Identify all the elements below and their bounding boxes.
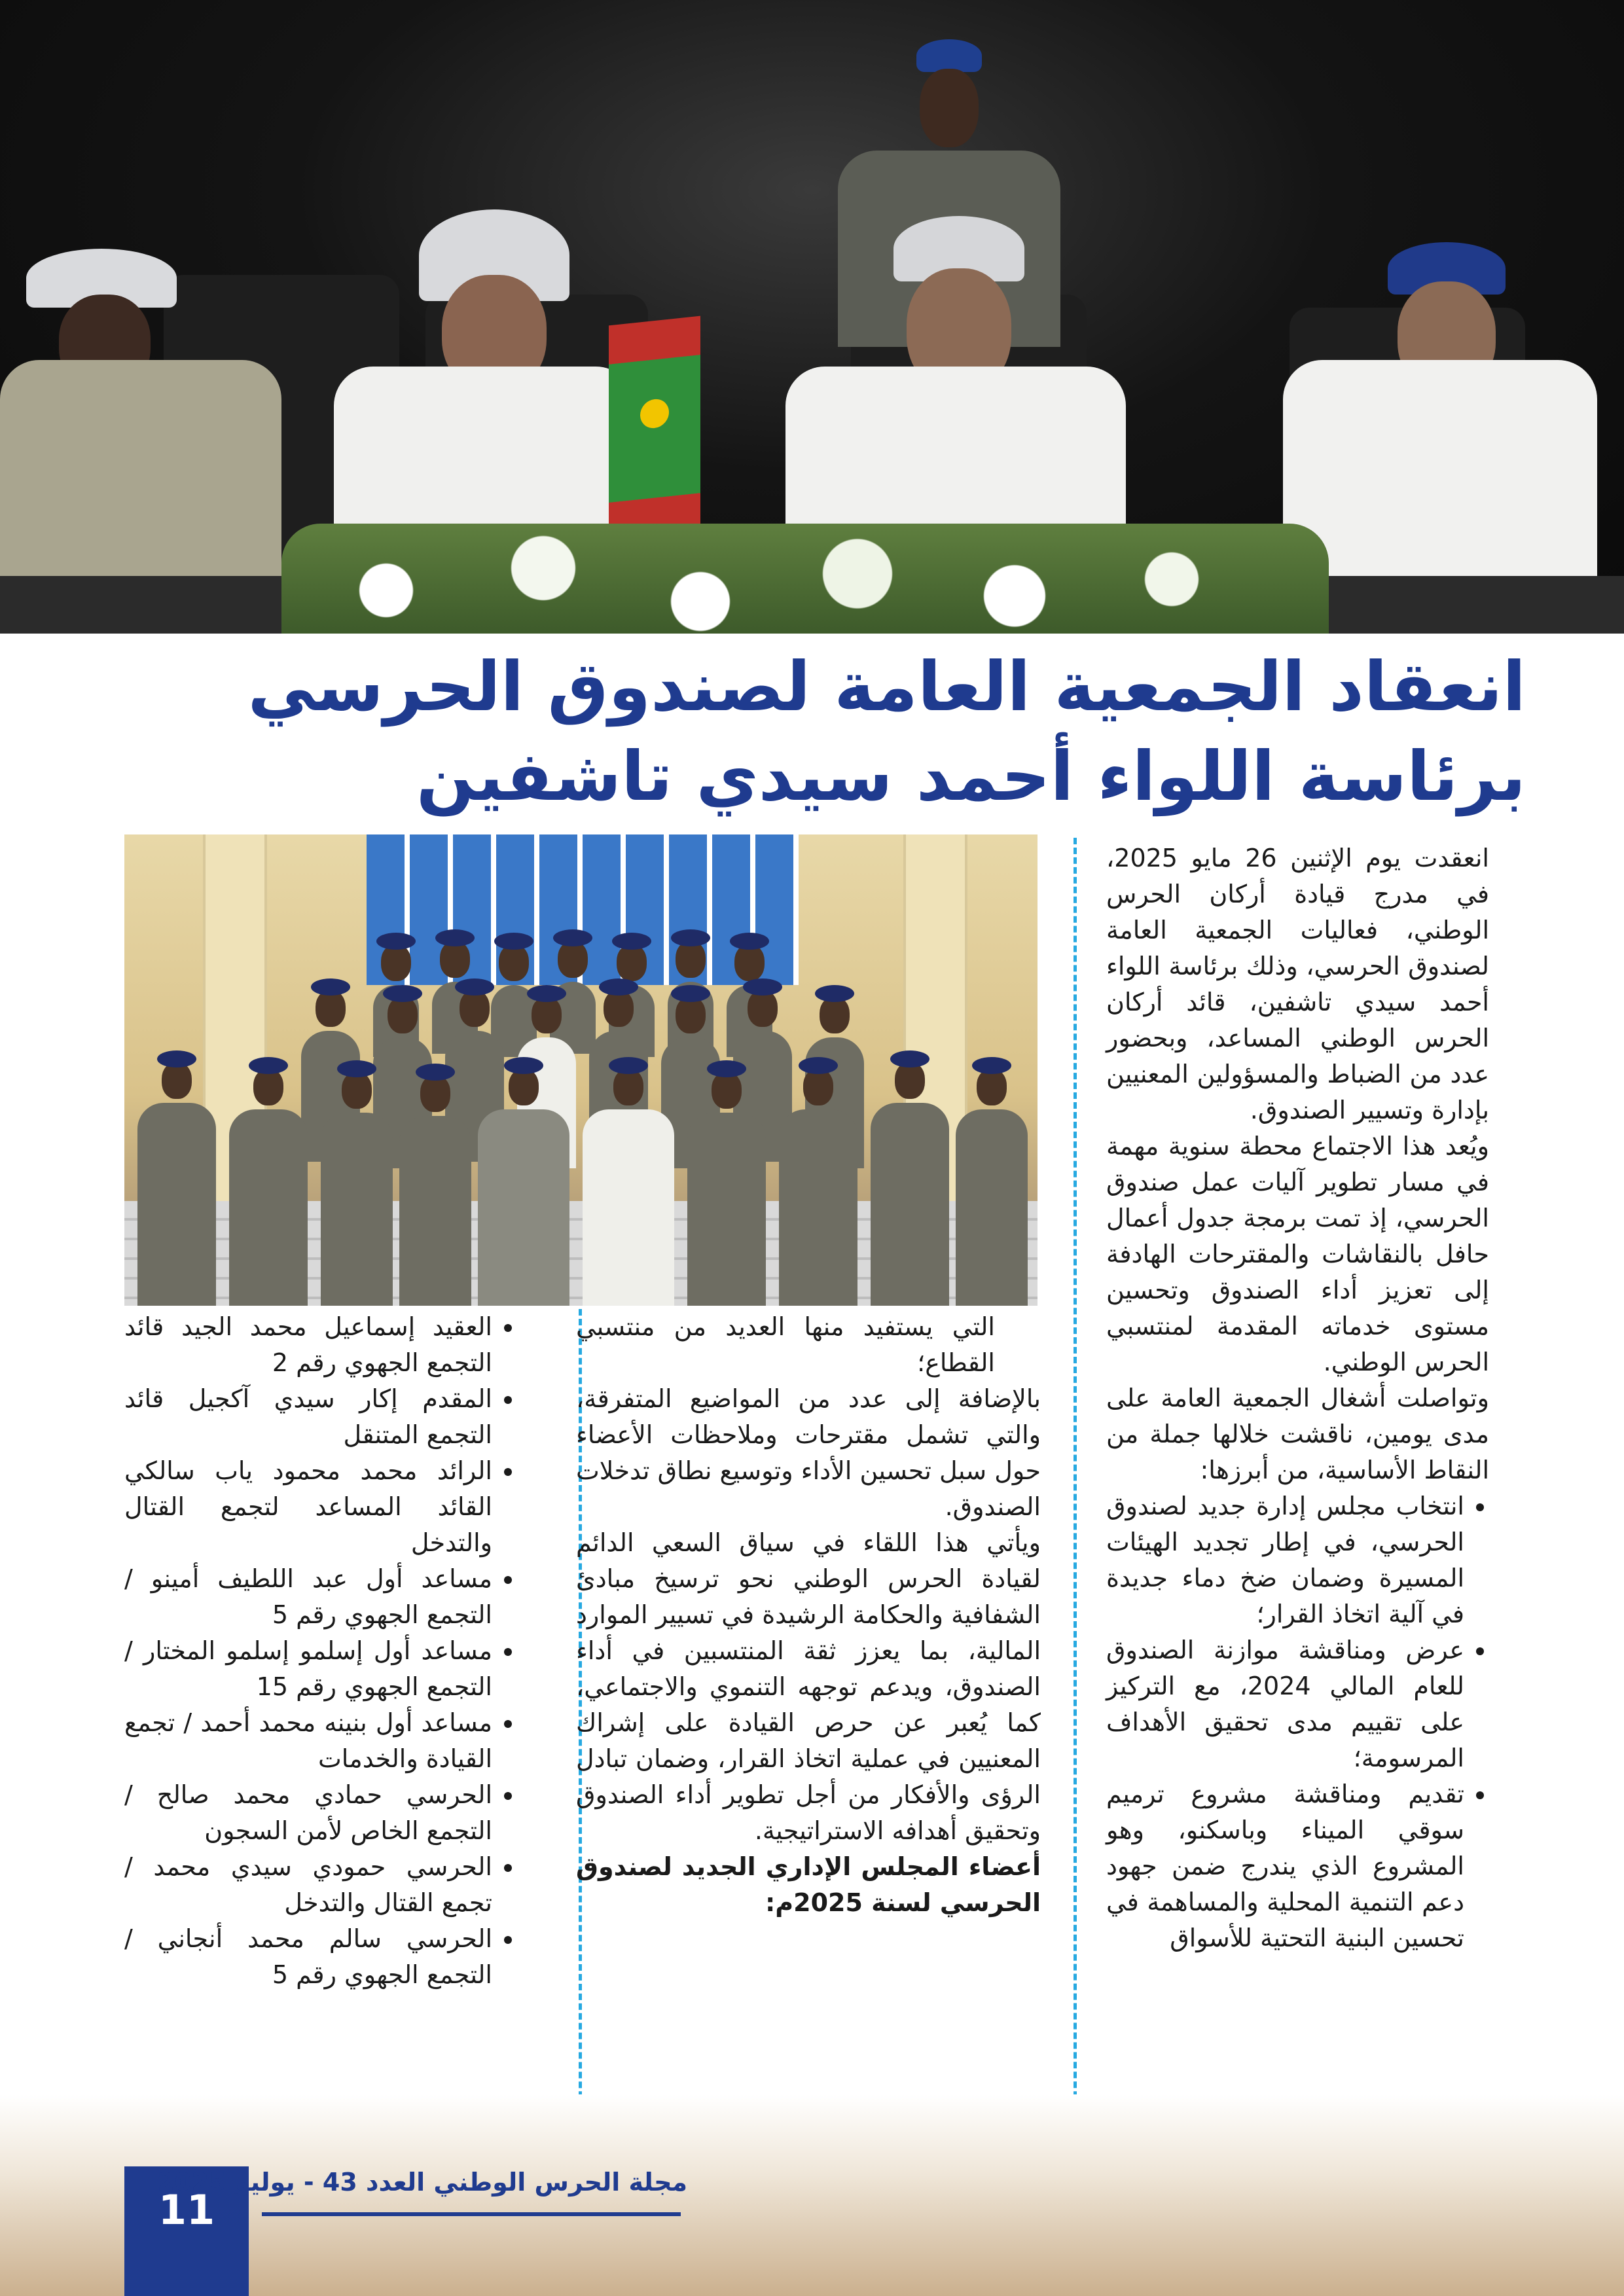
paragraph: انعقدت يوم الإثنين 26 مايو 2025، في مدرج قيادة أركان الحرس الوطني، فعاليات الجمعية العامة لصندوق الحرسي، وذلك برئاسة اللواء أحمد سيدي تاشفين، قائد أركان الحرس الوطني المساعد، وبحضور عدد من الضباط والمسؤولين المعنيين بإدارة وتسيير الصندوق. <box>1106 844 1489 1124</box>
member-item: • مساعد أول عبد اللطيف أمينو / التجمع الجهوي رقم 5 <box>124 1561 492 1633</box>
members-list <box>124 1309 517 1993</box>
officer <box>478 1109 569 1306</box>
header-photo <box>0 0 1624 634</box>
soldier <box>137 1103 216 1306</box>
column-separator <box>1074 838 1077 2147</box>
officer <box>583 1109 674 1306</box>
headline-line-2: برئاسة اللواء أحمد سيدي تاشفين <box>416 736 1526 816</box>
article-column-middle <box>576 1309 1041 1921</box>
agenda-list <box>1106 1488 1489 1956</box>
member-item: • الرائد محمد محمود ياب سالكي القائد المساعد لتجمع القتال والتدخل <box>124 1453 492 1561</box>
seated-officer <box>0 249 281 589</box>
member-item: • الحرسي حمودي سيدي محمد / تجمع القتال والتدخل <box>124 1849 492 1921</box>
soldier <box>956 1109 1028 1306</box>
agenda-item: • انتخاب مجلس إدارة جديد لصندوق الحرسي، في إطار تجديد الهيئات المسيرة وضمان ضخ دماء جديدة في آلية اتخاذ القرار؛ <box>1106 1488 1464 1632</box>
paragraph: ويأتي هذا اللقاء في سياق السعي الدائم لقيادة الحرس الوطني نحو ترسيخ مبادئ الشفافية والحكامة الرشيدة في تسيير الموارد المالية، بما يعزز ثقة المنتسبين في أداء الصندوق، ويدعم توجهه التنموي والاجتماعي، كما يُعبر عن حرص القيادة على إشراك المعنيين في عملية اتخاذ القرار، وضمان تبادل الرؤى والأفكار من أجل تطوير أداء الصندوق وتحقيق أهدافه الاستراتيجية. <box>576 1528 1041 1845</box>
headline-line-1: انعقاد الجمعية العامة لصندوق الحرسي <box>247 647 1526 726</box>
members-heading: أعضاء المجلس الإداري الجديد لصندوق الحرسي لسنة 2025م: <box>576 1852 1041 1917</box>
seated-officer <box>1283 242 1597 589</box>
article-column-left <box>124 1309 517 1993</box>
paragraph: بالإضافة إلى عدد من المواضيع المتفرقة، والتي تشمل مقترحات وملاحظات الأعضاء حول سبل تحسين الأداء وتوسيع نطاق تدخلات الصندوق. <box>576 1384 1041 1521</box>
member-item: • الحرسي حمادي محمد صالح / التجمع الخاص لأمن السجون <box>124 1777 492 1849</box>
member-item: • الحرسي سالم محمد أنجاني / التجمع الجهوي رقم 5 <box>124 1921 492 1993</box>
footer-rule <box>262 2212 681 2216</box>
member-item: • المقدم إكار سيدي آكجيل قائد التجمع المتنقل <box>124 1381 492 1453</box>
paragraph: التي يستفيد منها العديد من منتسبي القطاع؛ <box>576 1312 995 1377</box>
mauritania-flag <box>609 316 700 542</box>
soldier <box>871 1103 949 1306</box>
soldier <box>321 1113 393 1306</box>
soldier <box>399 1116 471 1306</box>
flower-arrangement <box>281 524 1329 634</box>
paragraph: ويُعد هذا الاجتماع محطة سنوية مهمة في مسار تطوير آليات عمل صندوق الحرسي، إذ تمت برمجة جدول أعمال حافل بالنقاشات والمقترحات الهادفة إلى تعزيز أداء الصندوق وتحسين مستوى خدماته المقدمة لمنتسبي الحرس الوطني. <box>1106 1132 1489 1376</box>
magazine-issue-label: مجلة الحرس الوطني العدد 43 - يوليو 2025 <box>156 2168 687 2197</box>
group-photo <box>124 834 1038 1306</box>
soldier <box>779 1109 857 1306</box>
paragraph: وتواصلت أشغال الجمعية العامة على مدى يومين، ناقشت خلالها جملة من النقاط الأساسية، من أبرزها: <box>1106 1384 1489 1484</box>
member-item: • مساعد أول إسلمو إسلمو المختار / التجمع الجهوي رقم 15 <box>124 1633 492 1705</box>
member-item: • مساعد أول بنينه محمد أحمد / تجمع القيادة والخدمات <box>124 1705 492 1777</box>
agenda-item: • تقديم ومناقشة مشروع ترميم سوقي الميناء وباسكنو، وهو المشروع الذي يندرج ضمن جهود دعم التنمية المحلية والمساهمة في تحسين البنية التحتية للأسواق <box>1106 1776 1464 1956</box>
member-item: • العقيد إسماعيل محمد الجيد قائد التجمع الجهوي رقم 2 <box>124 1309 492 1381</box>
soldier <box>687 1113 766 1306</box>
article-column-right <box>1106 840 1489 1956</box>
page-number: 11 <box>158 2186 215 2234</box>
soldier <box>229 1109 308 1306</box>
agenda-item: • عرض ومناقشة موازنة الصندوق للعام المالي 2024، مع التركيز على تقييم مدى تحقيق الأهداف المرسومة؛ <box>1106 1632 1464 1776</box>
